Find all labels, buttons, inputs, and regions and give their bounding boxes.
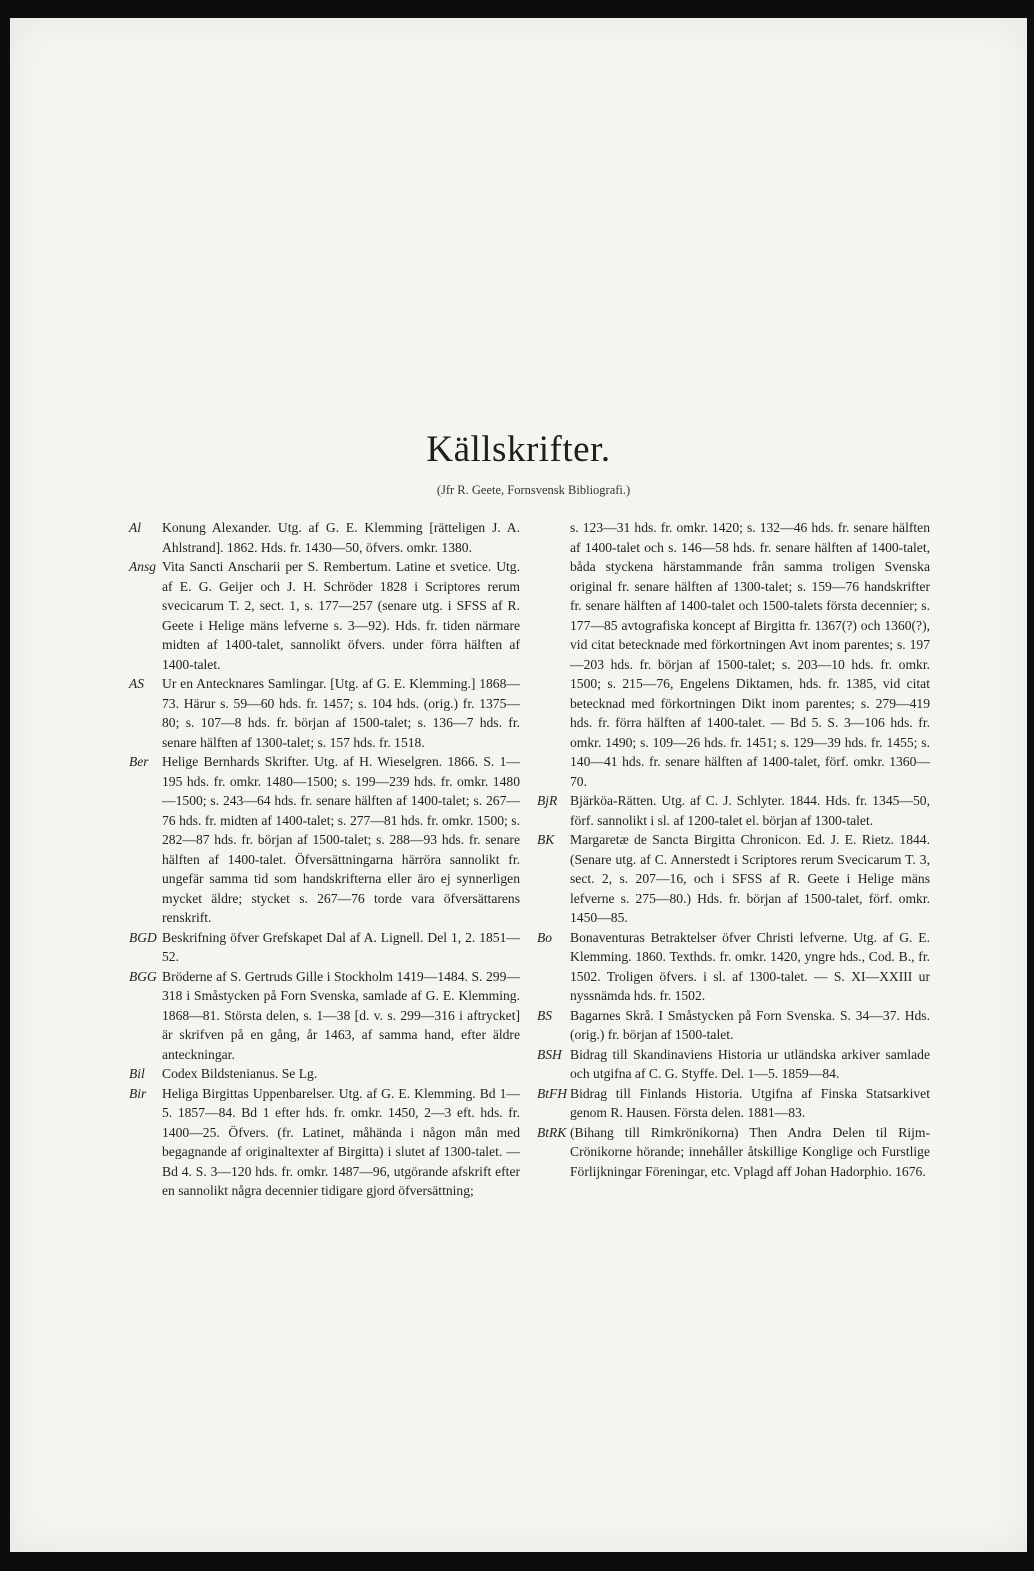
entry-abbreviation: Bil [129, 1066, 145, 1081]
entry-abbreviation: BtRK [537, 1124, 567, 1140]
entry-abbreviation: BtFH [537, 1085, 567, 1101]
entry-text: Bonaventuras Betraktelser öfver Christi lefverne. Utg. af G. E. Klemming. 1860. Texthds. fr. omkr. 1420, yngre hds., Cod. B., fr. 1502. Troligen öfvers. i sl. af 1300-talet. — S. XI—XXIII ur nyssnämda hds. fr. 1502. [570, 929, 930, 1003]
entry-text: (Bihang till Rimkrönikorna) Then Andra Delen til Rijm-Crönikorne hörande; innehåller åtskillige Konglige och Furstlige Förlijkningar Föreningar, etc. Vplagd aff Johan Hadorphio. 1676. [570, 1124, 930, 1179]
bibliography-entry [530, 1123, 930, 1182]
entry-abbreviation: Bo [537, 929, 552, 945]
entry-abbreviation: BK [537, 832, 555, 847]
bibliography-entry [122, 928, 520, 967]
bibliography-entry [530, 1006, 930, 1045]
bibliography-entry [122, 752, 520, 928]
bibliography-entry [530, 928, 930, 1006]
bibliography-entry [122, 518, 520, 557]
entry-abbreviation: Ber [129, 754, 149, 769]
entry-abbreviation: AS [129, 676, 144, 691]
bibliography-entry [122, 967, 520, 1065]
entry-abbreviation: BjR [537, 793, 558, 808]
entry-text: Vita Sancti Anscharii per S. Rembertum. Latine et svetice. Utg. af E. G. Geijer och J. H. Schröder 1828 i Scriptores rerum svecicarum T. 2, sect. 1, s. 177—257 (senare utg. i SFSS af R. Geete i Helige mäns lefverne s. 3—92). Hds. fr. tiden närmare midten af 1400-talet, sannolikt öfvers. under förra hälften af 1400-talet. [162, 559, 520, 672]
entry-abbreviation: Ansg [129, 559, 156, 574]
entry-text: Helige Bernhards Skrifter. Utg. af H. Wieselgren. 1866. S. 1—195 hds. fr. omkr. 1480—1500; s. 199—239 hds. fr. omkr. 1480—1500; s. 243—64 hds. fr. senare hälften af 1400-talet; s. 267—76 hds. fr. midten af 1400-talet; s. 277—81 hds. fr. omkr. 1500; s. 282—87 hds. fr. början af 1500-talet; s. 288—93 hds. fr. senare hälften af 1400-talet. Öfversättningarna härröra sannolikt fr. ungefär samma tid som handskrifterna eller äro ej synnerligen mycket äldre; stycket s. 267—76 torde vara öfversättarens renskrift. [162, 754, 520, 925]
bibliography-entry [530, 1084, 930, 1123]
entry-abbreviation: BGD [129, 929, 157, 945]
bibliography-entry [530, 791, 930, 830]
entry-text: Bidrag till Finlands Historia. Utgifna af Finska Statsarkivet genom R. Hausen. Första delen. 1881—83. [570, 1085, 930, 1120]
entry-text: Bidrag till Skandinaviens Historia ur utländska arkiver samlade och utgifna af C. G. Styffe. Del. 1—5. 1859—84. [570, 1046, 930, 1081]
entry-text: Codex Bildstenianus. Se Lg. [162, 1066, 318, 1081]
entry-text: Beskrifning öfver Grefskapet Dal af A. Lignell. Del 1, 2. 1851—52. [162, 929, 520, 964]
entry-abbreviation: Bir [129, 1085, 147, 1101]
entry-abbreviation: BSH [537, 1046, 562, 1062]
left-column [122, 518, 520, 1201]
entry-abbreviation: BGG [129, 968, 157, 984]
entry-text: Bagarnes Skrå. I Småstycken på Forn Svenska. S. 34—37. Hds. (orig.) fr. början af 1500-talet. [570, 1007, 930, 1042]
page-title: Källskrifter. [426, 429, 611, 470]
entry-abbreviation: BS [537, 1007, 552, 1023]
entry-text: Bjärköa-Rätten. Utg. af C. J. Schlyter. 1844. Hds. fr. 1345—50, förf. sannolikt i sl. af 1200-talet el. början af 1300-talet. [570, 793, 930, 828]
bibliography-entry [122, 1084, 520, 1201]
entry-abbreviation: Al [129, 520, 141, 535]
entry-text: Konung Alexander. Utg. af G. E. Klemming [rätteligen J. A. Ahlstrand]. 1862. Hds. fr. 1430—50, öfvers. omkr. 1380. [162, 520, 520, 555]
right-column [530, 518, 930, 1181]
bibliography-entry [530, 830, 930, 928]
page [10, 18, 1027, 1552]
page-subtitle: (Jfr R. Geete, Fornsvensk Bibliografi.) [436, 483, 631, 497]
entry-text: Margaretæ de Sancta Birgitta Chronicon. Ed. J. E. Rietz. 1844. (Senare utg. af C. Annerstedt i Scriptores rerum Svecicarum T. 3, sect. 2, s. 207—16, och i SFSS af R. Geete i Helige mäns lefverne s. 275—80.) Hds. fr. början af 1500-talet, förf. omkr. 1450—85. [570, 832, 930, 925]
entry-text: Heliga Birgittas Uppenbarelser. Utg. af G. E. Klemming. Bd 1—5. 1857—84. Bd 1 efter hds. fr. omkr. 1450, 2—3 eft. hds. fr. 1400—25. Öfvers. (fr. Latinet, måhända i någon mån med begagnande af originaltexter af Birgitta) i slutet af 1300-talet. — Bd 4. S. 3—120 hds. fr. omkr. 1487—96, utgörande afskrift efter en sannolikt några decennier tidigare gjord öfversättning; [162, 1085, 520, 1198]
entry-continuation: s. 123—31 hds. fr. omkr. 1420; s. 132—46 hds. fr. senare hälften af 1400-talet och s. 146—58 hds. fr. senare hälften af 1400-talet, båda styckena härstammande från samma troligen Svenska original fr. senare hälften af 1300-talet; s. 159—76 handskrifter fr. senare hälften af 1400-talet och 1500-talets första decennier; s. 177—85 avtografiska koncept af Birgitta fr. 1367(?) och 1360(?), vid citat betecknade med förkortningen Avt inom parentes; s. 197—203 hds. fr. början af 1500-talet; s. 203—10 hds. fr. omkr. 1500; s. 215—76, Engelens Diktamen, hds. fr. 1385, vid citat betecknad med förkortningen Dikt inom parentes; s. 279—419 hds. fr. förra hälften af 1400-talet. — Bd 5. S. 3—106 hds. fr. omkr. 1490; s. 109—26 hds. fr. 1451; s. 129—39 hds. fr. 1455; s. 140—41 hds. fr. senare hälften af 1400-talet, förf. omkr. 1360—70. [570, 520, 930, 789]
entry-text: Ur en Antecknares Samlingar. [Utg. af G. E. Klemming.] 1868—73. Härur s. 59—60 hds. fr. 1457; s. 104 hds. (orig.) fr. 1375—80; s. 107—8 hds. fr. början af 1500-talet; s. 136—7 hds. fr. senare hälften af 1300-talet; s. 157 hds. fr. 1518. [162, 676, 520, 750]
entry-text: Bröderne af S. Gertruds Gille i Stockholm 1419—1484. S. 299—318 i Småstycken på Forn Svenska, samlade af G. E. Klemming. 1868—81. Största delen, s. 1—38 [d. v. s. 299—316 i aftrycket] är skrifven på en gång, år 1463, af samma hand, efter äldre anteckningar. [162, 968, 520, 1062]
bibliography-entry [530, 1045, 930, 1084]
bibliography-entry [122, 674, 520, 752]
bibliography-entry [122, 1064, 520, 1084]
bibliography-entry [122, 557, 520, 674]
